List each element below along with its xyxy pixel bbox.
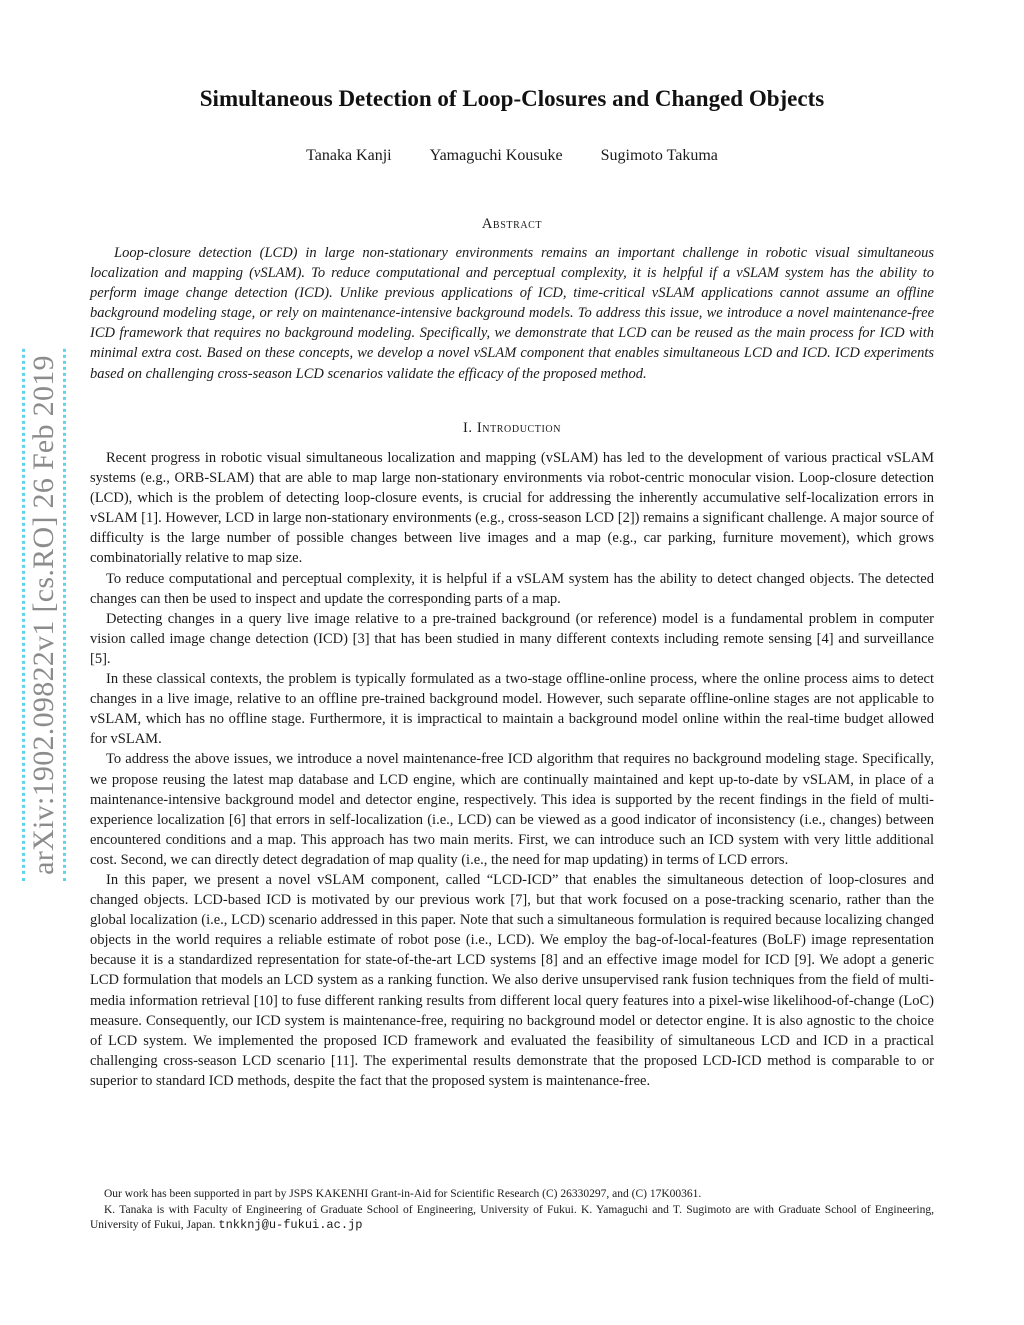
body-paragraph: To address the above issues, we introduce a novel maintenance-free ICD algorithm that requires no background modeling stage. Specifically, we propose reusing the latest map database and LCD engine, which are continually maintained and kept up-to-date by vSLAM, in place of a maintenance-intensive background model and detector engine, respectively. This idea is supported by the recent findings in the field of multi-experience localization [6] that errors in self-localization (i.e., LCD) can be viewed as a good indicator of inconsistency (i.e., changes) between encountered conditions and a map. This approach has two main merits. First, we can introduce such an ICD system with very little additional cost. Second, we can directly detect degradation of map quality (i.e., the need for map updating) in terms of LCD errors. [90, 751, 934, 868]
body-paragraph: Recent progress in robotic visual simultaneous localization and mapping (vSLAM) has led to the development of various practical vSLAM systems (e.g., ORB-SLAM) that are able to map large non-stationary environments via robot-centric monocular vision. Loop-closure detection (LCD), which is the problem of detecting loop-closure events, is crucial for addressing the inherently accumulative self-localization errors in vSLAM [1]. However, LCD in large non-stationary environments (e.g., cross-season LCD [2]) remains a significant challenge. A major source of difficulty is the large number of possible changes between live images and a map (e.g., car parking, furniture movement), which grows combinatorially relative to map size. [90, 450, 934, 567]
author-list [90, 147, 934, 165]
footnote-affiliation [90, 1203, 934, 1234]
abstract-heading: Abstract [481, 216, 543, 232]
section-heading: I. Introduction [462, 420, 562, 436]
footnotes [90, 1187, 934, 1234]
arxiv-identifier-text: arXiv:1902.09822v1 [cs.RO] 26 Feb 2019 [22, 349, 66, 881]
contact-email[interactable]: tnkknj@u-fukui.ac.jp [218, 1218, 363, 1232]
section-body [90, 448, 934, 1091]
paper-title: Simultaneous Detection of Loop-Closures and Changed Objects [199, 86, 825, 111]
body-paragraph: To reduce computational and perceptual complexity, it is helpful if a vSLAM system has the ability to detect changed objects. The detected changes can then be used to inspect and update the corresponding parts of a map. [90, 570, 934, 607]
body-paragraph: Detecting changes in a query live image relative to a pre-trained background (or reference) model is a fundamental problem in computer vision called image change detection (ICD) [3] that has been studied in many different contexts including remote sensing [4] and surveillance [5]. [90, 610, 934, 667]
footnote-funding: Our work has been supported in part by JSPS KAKENHI Grant-in-Aid for Scientific Research (C) 26330297, and (C) 17K00361. [104, 1188, 702, 1200]
affiliation-text: K. Tanaka is with Faculty of Engineering of Graduate School of Engineering, University of Fukui. K. Yamaguchi and T. Sugimoto are with Graduate School of Engineering, University of Fukui, Japan. [90, 1203, 934, 1231]
abstract-text: Loop-closure detection (LCD) in large non-stationary environments remains an important challenge in robotic visual simultaneous localization and mapping (vSLAM). To reduce computational and perceptual complexity, it is helpful if a vSLAM system has the ability to perform image change detection (ICD). Unlike previous applications of ICD, time-critical vSLAM applications cannot assume an offline background modeling stage, or rely on maintenance-intensive background models. To address this issue, we introduce a novel maintenance-free ICD framework that requires no background modeling. Specifically, we demonstrate that LCD can be reused as the main process for ICD with minimal extra cost. Based on these concepts, we develop a novel vSLAM component that enables simultaneous LCD and ICD. ICD experiments based on challenging cross-season LCD scenarios validate the efficacy of the proposed method. [90, 245, 934, 382]
author-name: Yamaguchi Kousuke [429, 147, 563, 164]
arxiv-identifier-stamp [18, 320, 70, 910]
body-paragraph: In this paper, we present a novel vSLAM component, called “LCD-ICD” that enables the simultaneous detection of loop-closures and changed objects. LCD-based ICD is motivated by our previous work [7], but that work focused on a pose-tracking scenario, rather than the global localization (i.e., LCD) scenario addressed in this paper. Note that such a simultaneous formulation is required because localizing changed objects in the world requires a reliable estimate of robot pose (i.e., LCD). We employ the bag-of-local-features (BoLF) image representation because it is a standardized representation for state-of-the-art LCD systems [8] and an effective image model for ICD [9]. We adopt a generic LCD formulation that models an LCD system as a ranking function. We also derive unsupervised rank fusion techniques from the field of multi-media information retrieval [10] to fuse different ranking results from different local query features into a pixel-wise likelihood-of-change (LoC) measure. Consequently, our ICD system is maintenance-free, requiring no background model or detector engine. It is also agnostic to the choice of LCD system. We implemented the proposed ICD framework and evaluated the feasibility of simultaneous LCD and ICD in a practical challenging cross-season LCD scenario [11]. The experimental results demonstrate that the proposed LCD-ICD method is comparable to or superior to standard ICD methods, despite the fact that the proposed system is maintenance-free. [90, 871, 934, 1089]
body-paragraph: In these classical contexts, the problem is typically formulated as a two-stage offline-online process, where the online process aims to detect changes in a live image, relative to an offline pre-trained background model. However, such separate offline-online stages are not applicable to vSLAM, which has no offline stage. Furthermore, it is impractical to maintain a background model online within the real-time budget allowed for vSLAM. [90, 671, 934, 748]
author-name: Tanaka Kanji [306, 147, 392, 164]
author-name: Sugimoto Takuma [600, 147, 718, 164]
